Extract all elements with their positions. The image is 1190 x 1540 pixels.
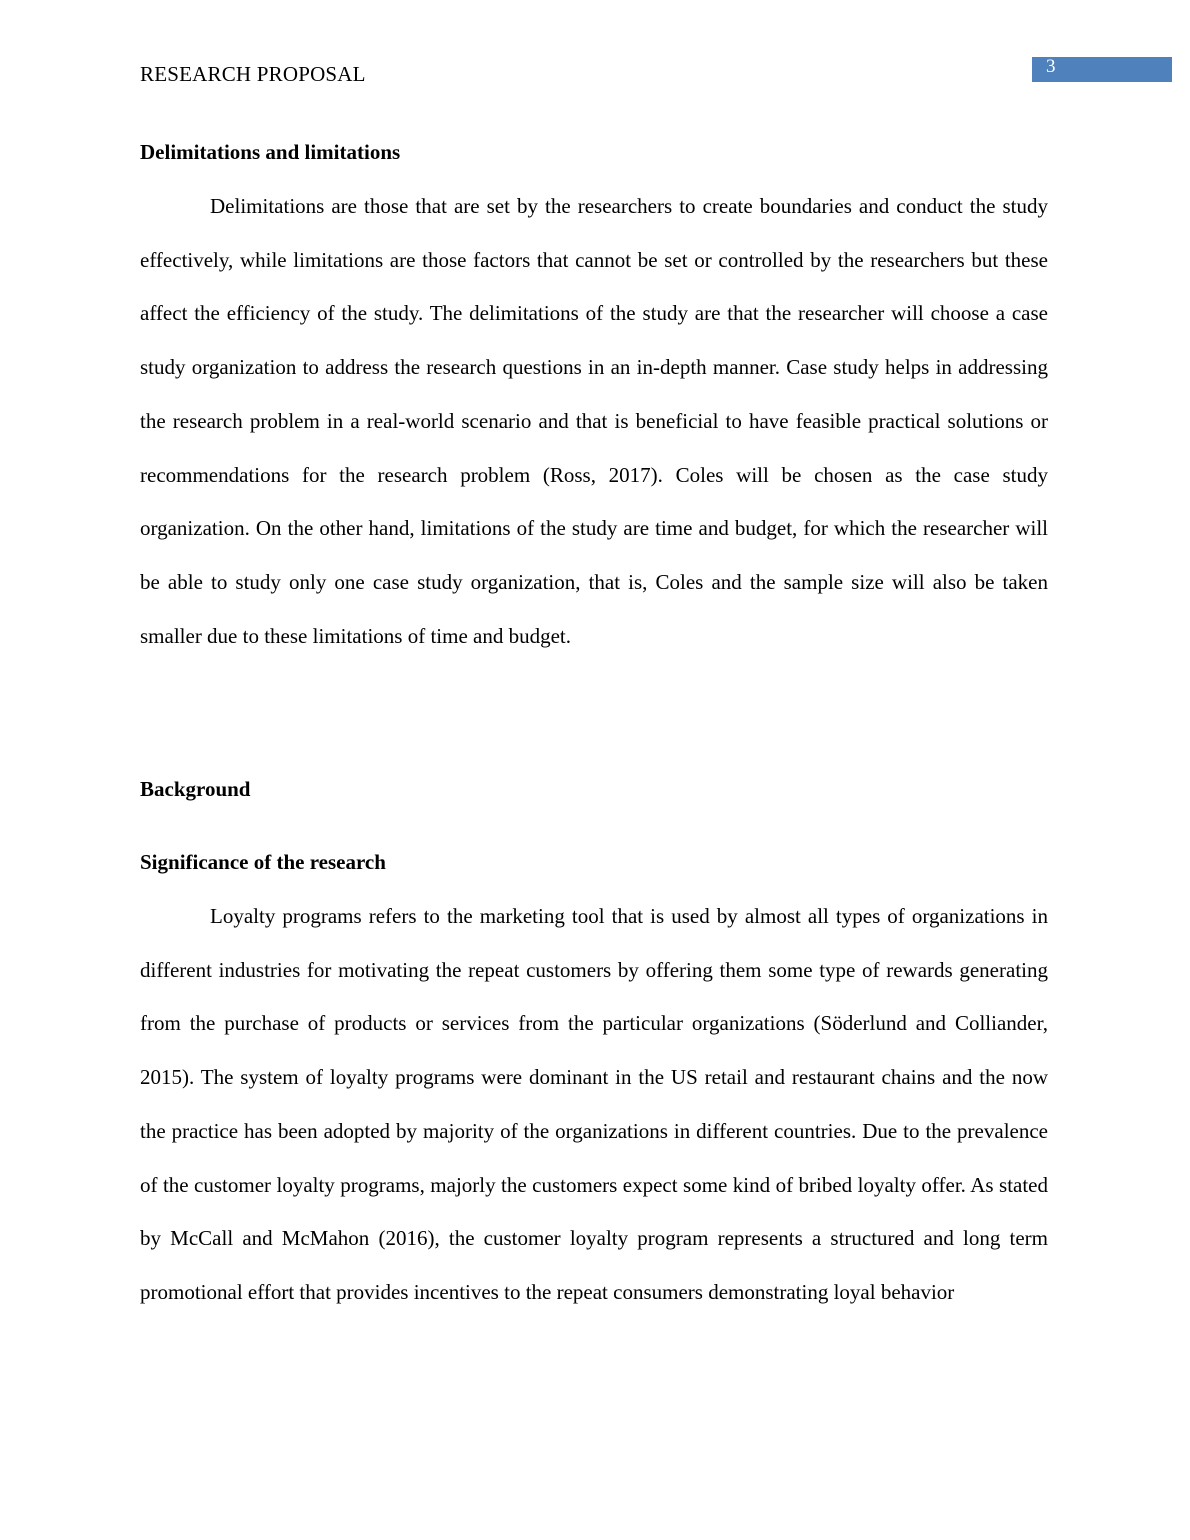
heading-delimitations: Delimitations and limitations	[140, 140, 401, 164]
page-number-badge	[1032, 57, 1172, 82]
paragraph-delimitations: Delimitations are those that are set by the researchers to create boundaries and conduct the study effectively, while limitations are those factors that cannot be set or controlled by the researchers but these affect the efficiency of the study. The delimitations of the study are that the researcher will choose a case study organization to address the research questions in an in-depth manner. Case study helps in addressing the research problem in a real-world scenario and that is beneficial to have feasible practical solutions or recommendations for the research problem (Ross, 2017). Coles will be chosen as the case study organization. On the other hand, limitations of the study are time and budget, for which the researcher will be able to study only one case study organization, that is, Coles and the sample size will also be taken smaller due to these limitations of time and budget.	[140, 194, 1048, 648]
heading-significance: Significance of the research	[140, 850, 386, 874]
running-head: RESEARCH PROPOSAL	[140, 62, 366, 86]
page-number: 3	[1046, 56, 1056, 77]
paragraph-significance: Loyalty programs refers to the marketing tool that is used by almost all types of organizations in different industries for motivating the repeat customers by offering them some type of rewards generating from the purchase of products or services from the particular organizations (Söderlund and Colliander, 2015). The system of loyalty programs were dominant in the US retail and restaurant chains and the now the practice has been adopted by majority of the organizations in different countries. Due to the prevalence of the customer loyalty programs, majorly the customers expect some kind of bribed loyalty offer. As stated by McCall and McMahon (2016), the customer loyalty program represents a structured and long term promotional effort that provides incentives to the repeat consumers demonstrating loyal behavior	[140, 904, 1048, 1304]
heading-background: Background	[140, 777, 251, 801]
